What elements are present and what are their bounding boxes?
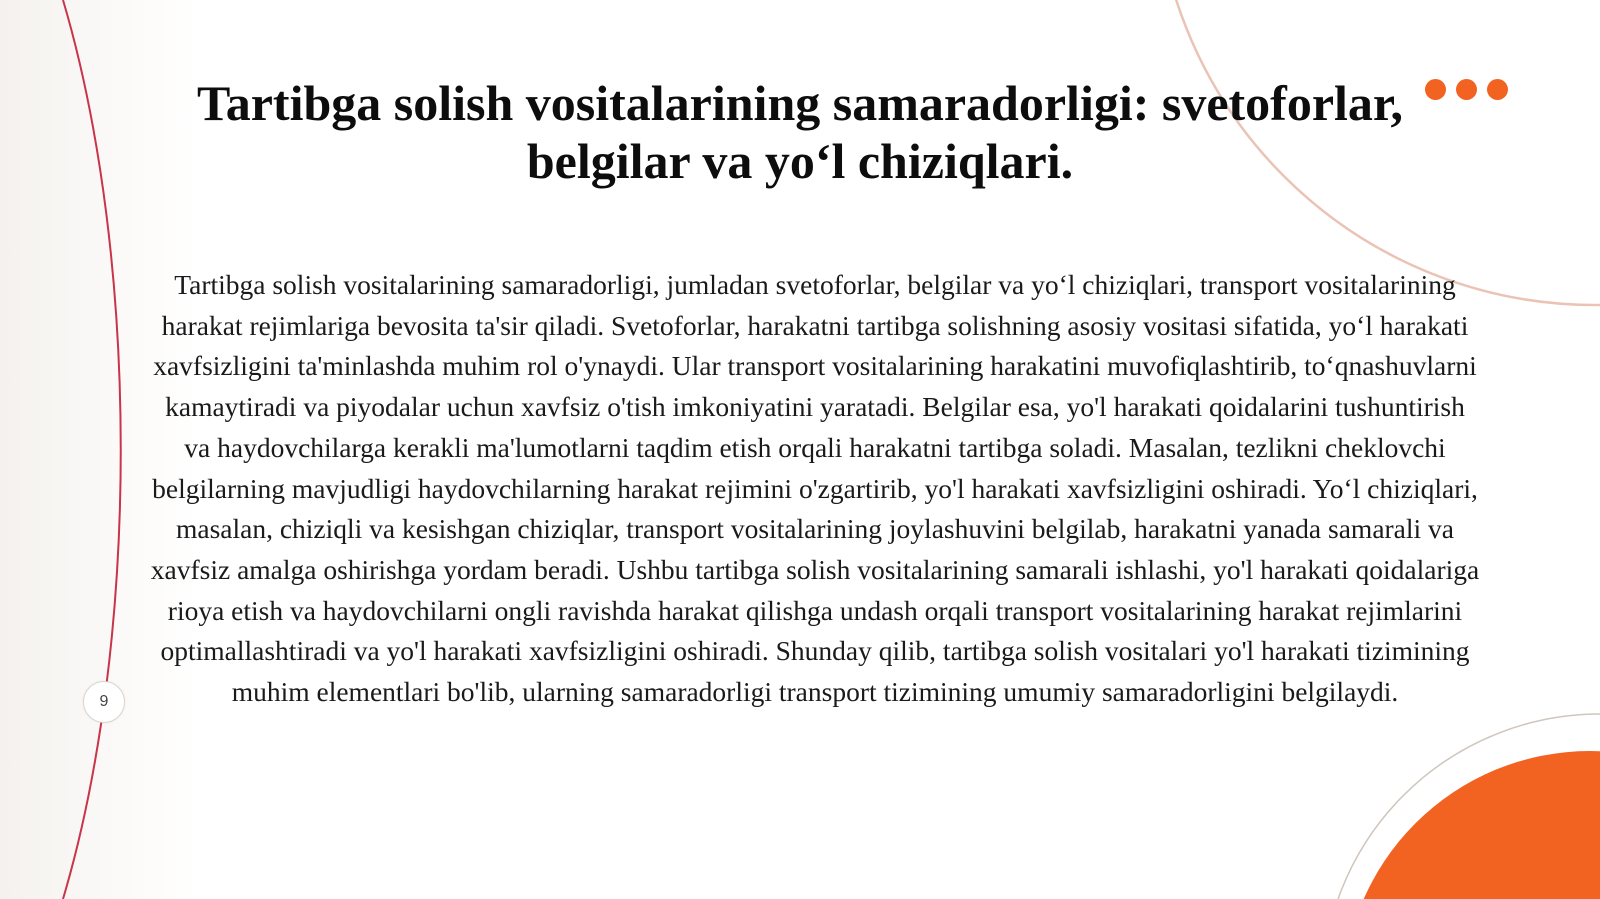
slide-body-text: Tartibga solish vositalarining samaradorligi, jumladan svetoforlar, belgilar va yo‘l chiziqlari, transport vositalarining harakat rejimlariga bevosita ta'sir qiladi. Svetoforlar, harakatni tartibga solishning asosiy vositasi sifatida, yo‘l harakati xavfsizligini ta'minlashda muhim rol o'ynaydi. Ular transport vositalarining harakatini muvofiqlashtirib, to‘qnashuvlarni kamaytiradi va piyodalar uchun xavfsiz o'tish imkoniyatini yaratadi. Belgilar esa, yo'l harakati qoidalarini tushuntirish va haydovchilarga kerakli ma'lumotlarni taqdim etish orqali harakatni tartibga soladi. Masalan, tezlikni cheklovchi belgilarning mavjudligi haydovchilarning harakat rejimini o'zgartirib, yo'l harakati xavfsizligini oshiradi. Yo‘l chiziqlari, masalan, chiziqli va kesishgan chiziqlar, transport vositalarining joylashuvini belgilab, harakatni yanada samarali va xavfsiz amalga oshirishga yordam beradi. Ushbu tartibga solish vositalarining samarali ishlashi, yo'l harakati qoidalariga rioya etish va haydovchilarni ongli ravishda harakat qilishga undash orqali transport vositalarining harakat rejimlarini optimallashtiradi va yo'l harakati xavfsizligini oshiradi. Shunday qilib, tartibga solish vositalari yo'l harakati tizimining muhim elementlari bo'lib, ularning samaradorligi transport tizimining umumiy samaradorligini belgilaydi.	[150, 269, 1480, 708]
page-number: 9	[99, 693, 109, 710]
page-number-badge	[83, 681, 125, 723]
bottom-right-orange-circle	[1343, 751, 1600, 899]
dot-icon	[1487, 79, 1508, 100]
slide-title: Tartibga solish vositalarining samaradorligi: svetoforlar, belgilar va yo‘l chiziqlari.	[196, 75, 1404, 189]
left-curve-line	[63, 0, 121, 899]
